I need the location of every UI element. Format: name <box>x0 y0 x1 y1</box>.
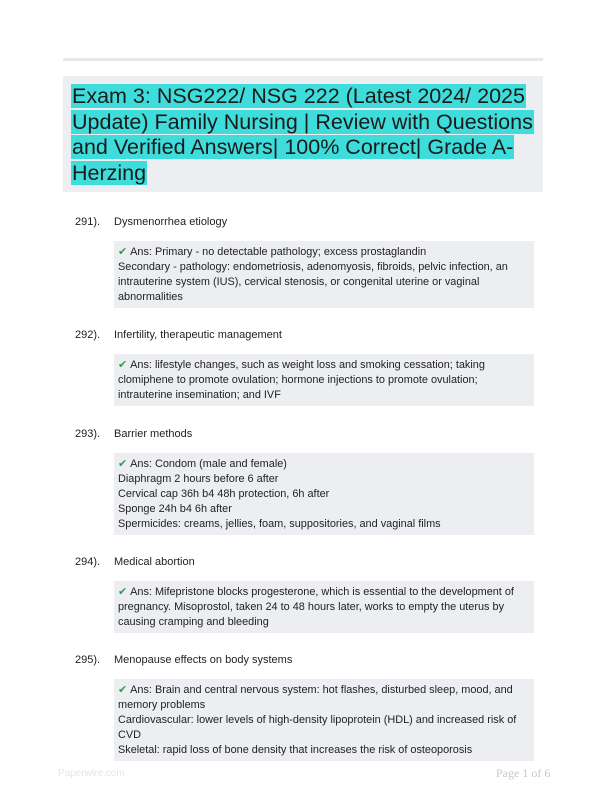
question-text: Menopause effects on body systems <box>114 654 293 666</box>
answer-box <box>114 354 534 406</box>
answer-box <box>114 453 534 535</box>
answer-line: ✔ Ans: Brain and central nervous system: hot flashes, disturbed sleep, mood, and memory problems <box>118 684 513 711</box>
question-text: Barrier methods <box>114 428 193 440</box>
answer-line: Skeletal: rapid loss of bone density that increases the risk of osteoporosis <box>118 744 473 756</box>
question-number: 294). <box>75 556 101 568</box>
answer-line: Spermicides: creams, jellies, foam, suppositories, and vaginal films <box>118 518 441 530</box>
answer-line: Sponge 24h b4 6h after <box>118 503 232 515</box>
answer-box <box>114 241 534 308</box>
answer-box <box>114 679 534 761</box>
answer-line: ✔ Ans: Primary - no detectable pathology; excess prostaglandin <box>118 246 427 258</box>
top-divider <box>63 58 543 61</box>
answer-line: Secondary - pathology: endometriosis, adenomyosis, fibroids, pelvic infection, an intrauterine system (IUS), cervical stenosis, or congenital uterine or vaginal abnormalities <box>118 261 508 303</box>
question-number: 291). <box>75 216 101 228</box>
answer-line: ✔ Ans: lifestyle changes, such as weight loss and smoking cessation; taking clomiphene to promote ovulation; hormone injections to promote ovulation; intrauterine insemination; and IVF <box>118 359 485 401</box>
question-text: Dysmenorrhea etiology <box>114 216 228 228</box>
answer-line: Diaphragm 2 hours before 6 after <box>118 473 279 485</box>
footer-site-watermark: Paperwire.com <box>58 768 125 779</box>
question-text: Infertility, therapeutic management <box>114 329 282 341</box>
answer-line: ✔ Ans: Condom (male and female) <box>118 458 287 470</box>
document-title: Exam 3: NSG222/ NSG 222 (Latest 2024/ 2025 Update) Family Nursing | Review with Questions and Verified Answers| 100% Correct| Grade A- Herzing <box>72 84 533 185</box>
answer-box <box>114 581 534 633</box>
answer-line: ✔ Ans: Mifepristone blocks progesterone, which is essential to the development of pregnancy. Misoprostol, taken 24 to 48 hours later, works to empty the uterus by causing cramping and bleeding <box>118 586 514 628</box>
footer-page-number: Page 1 of 6 <box>496 766 551 780</box>
question-text: Medical abortion <box>114 556 195 568</box>
question-number: 295). <box>75 654 101 666</box>
answer-line: Cervical cap 36h b4 48h protection, 6h after <box>118 488 330 500</box>
check-icon: ✔ <box>118 246 128 258</box>
check-icon: ✔ <box>118 684 128 696</box>
check-icon: ✔ <box>118 359 128 371</box>
question-number: 292). <box>75 329 101 341</box>
answer-line: Cardiovascular: lower levels of high-density lipoprotein (HDL) and increased risk of CVD <box>118 714 517 741</box>
check-icon: ✔ <box>118 586 128 598</box>
check-icon: ✔ <box>118 458 128 470</box>
question-number: 293). <box>75 428 101 440</box>
